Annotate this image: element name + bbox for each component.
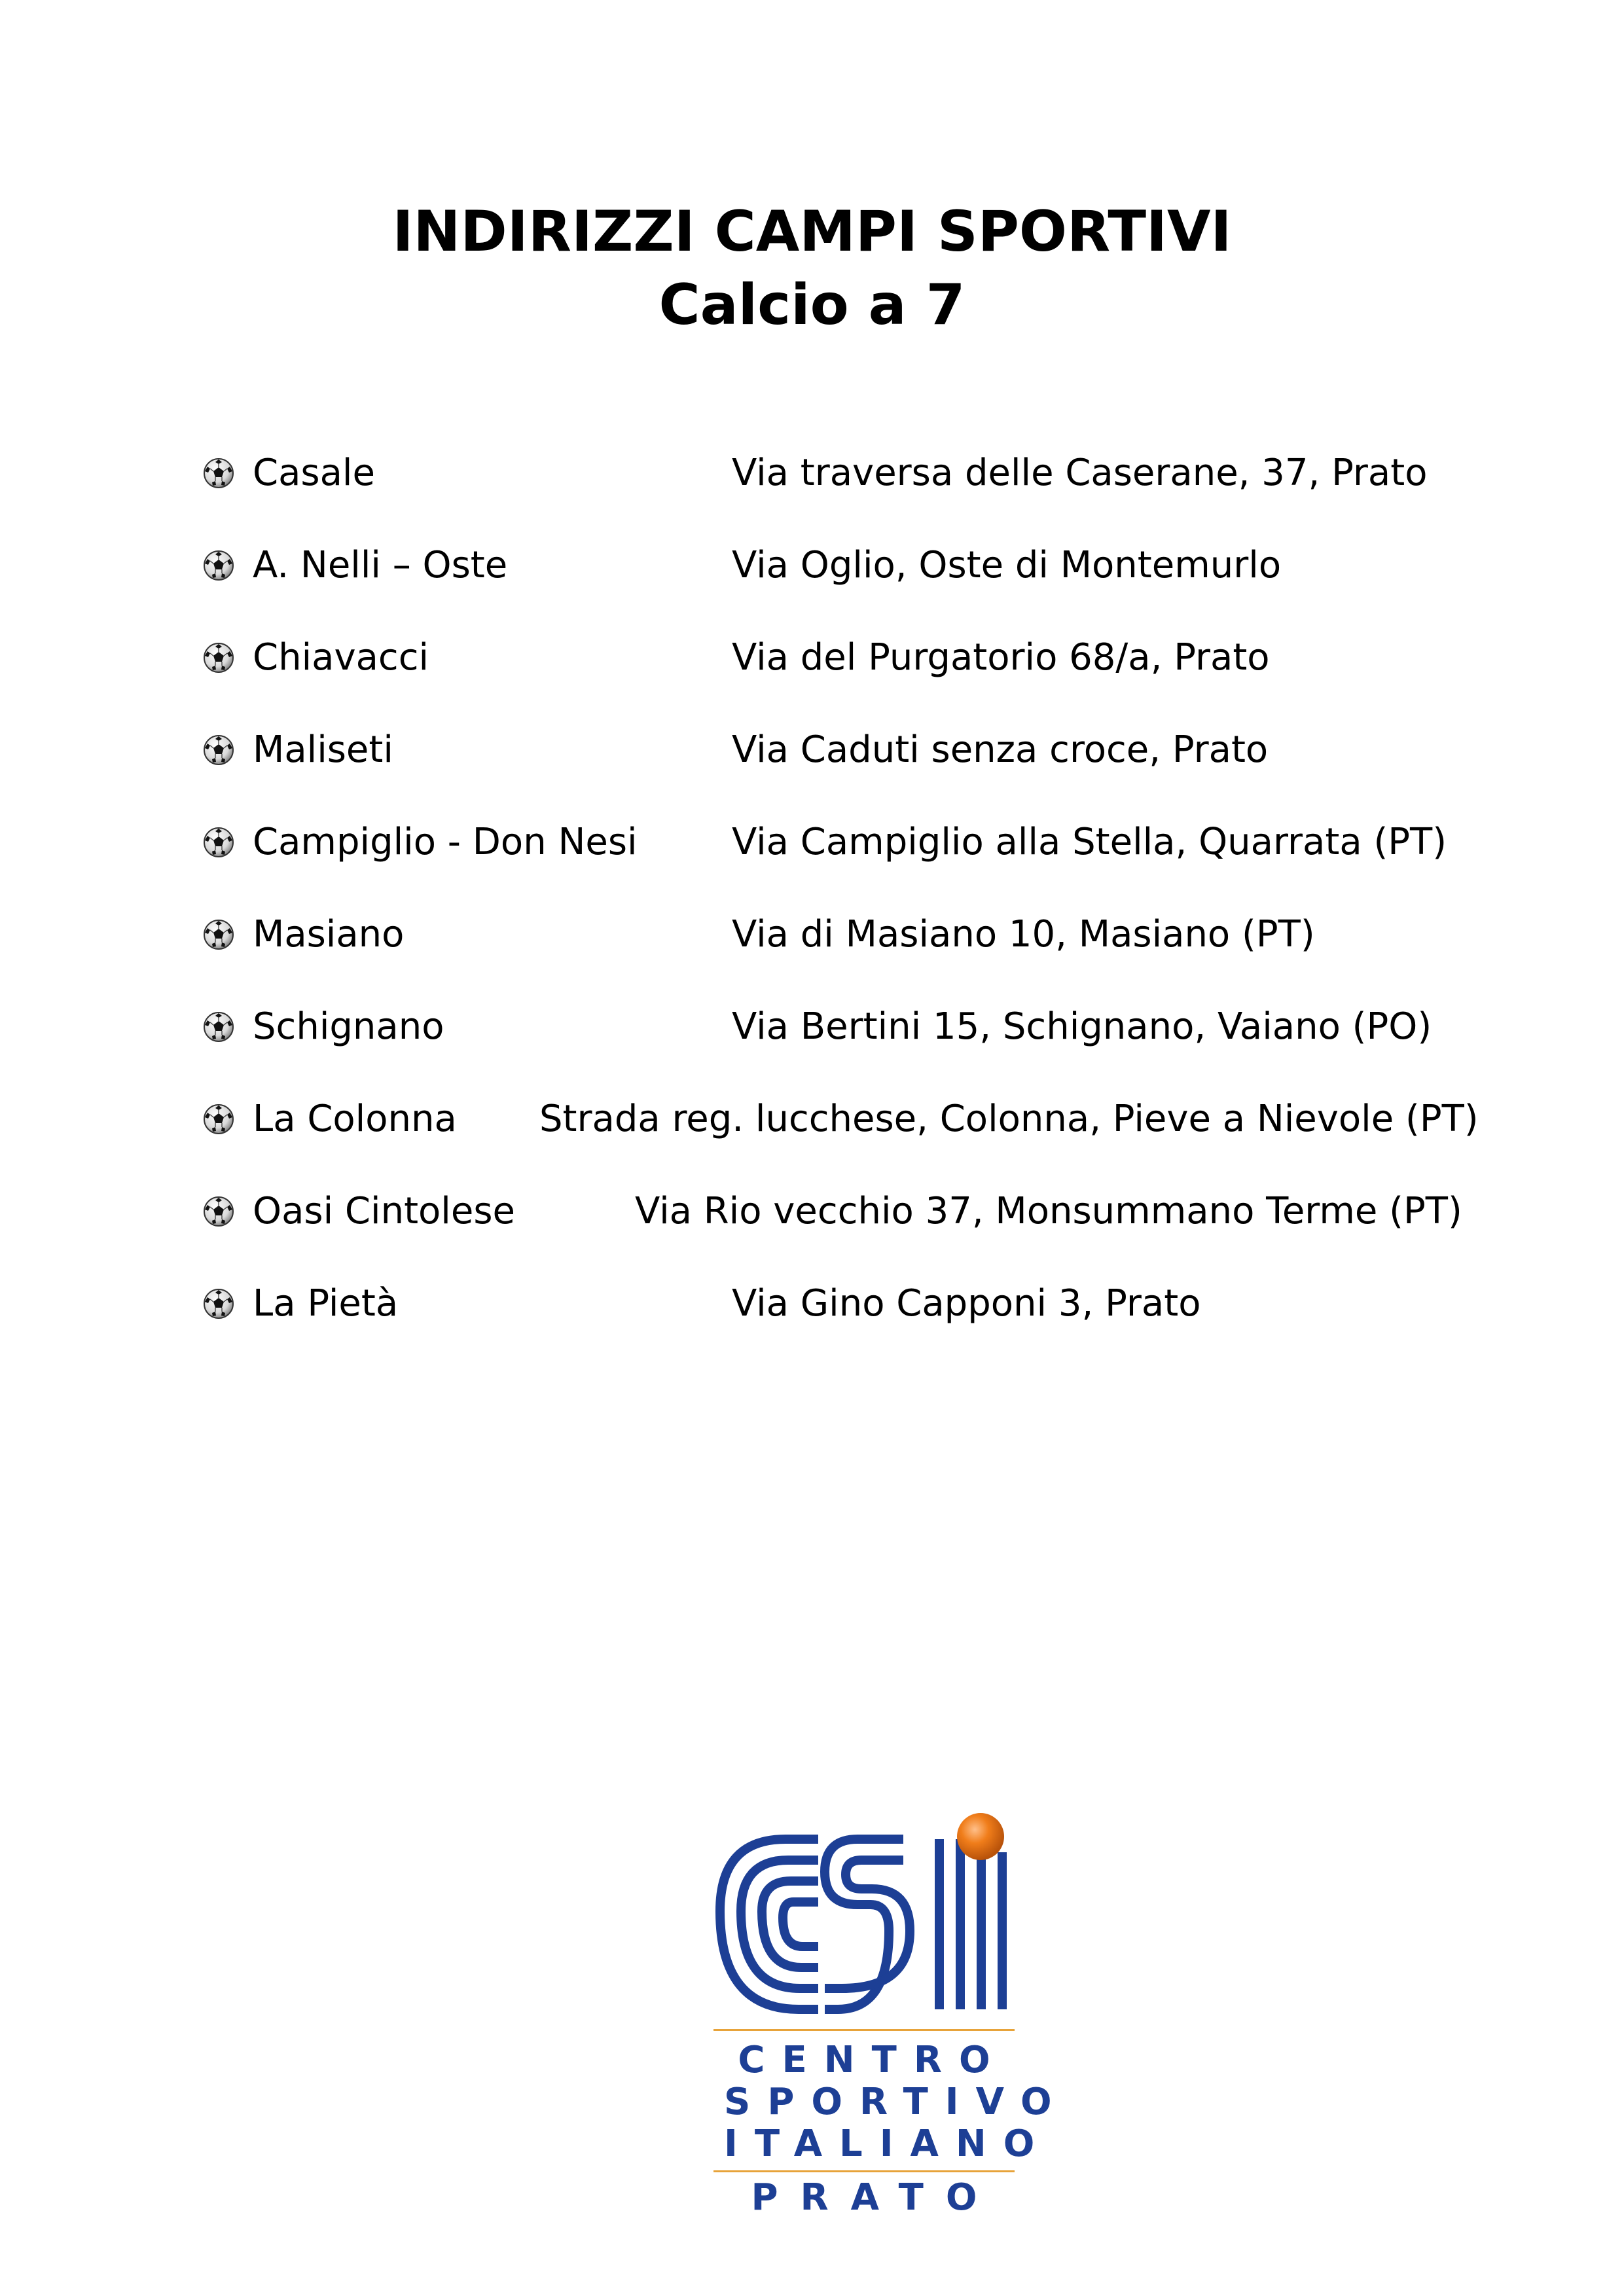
venue-row (0, 447, 1624, 499)
venue-address: Via traversa delle Caserane, 37, Prato (732, 452, 1428, 494)
soccer-ball-icon (203, 1196, 234, 1227)
venue-name: Campiglio - Don Nesi (253, 821, 638, 863)
soccer-ball-icon (203, 457, 234, 489)
logo-text-line3: ITALIANO (724, 2123, 1052, 2165)
venue-name: La Colonna (253, 1098, 457, 1140)
venue-row (0, 1278, 1624, 1330)
soccer-ball-icon (203, 642, 234, 673)
logo-text-line1: CENTRO (738, 2039, 1007, 2081)
venue-address: Via Caduti senza croce, Prato (732, 728, 1269, 771)
venue-name: Oasi Cintolese (253, 1190, 515, 1232)
venue-name: La Pietà (253, 1282, 399, 1325)
venue-address: Via Campiglio alla Stella, Quarrata (PT) (732, 821, 1447, 863)
venue-row (0, 632, 1624, 684)
soccer-ball-icon (203, 827, 234, 858)
venue-address: Via del Purgatorio 68/a, Prato (732, 636, 1270, 679)
soccer-ball-icon (203, 919, 234, 950)
csi-logo (707, 1813, 1069, 2219)
soccer-ball-icon (203, 550, 234, 581)
venue-row (0, 539, 1624, 592)
venue-row (0, 816, 1624, 869)
soccer-ball-icon (203, 1103, 234, 1135)
venue-name: A. Nelli – Oste (253, 544, 508, 586)
soccer-ball-icon (203, 1011, 234, 1043)
logo-divider (713, 2170, 1015, 2172)
page-title: INDIRIZZI CAMPI SPORTIVI (392, 199, 1232, 264)
venue-name: Casale (253, 452, 375, 494)
venue-row (0, 1093, 1624, 1145)
venue-name: Chiavacci (253, 636, 429, 679)
soccer-ball-icon (203, 734, 234, 766)
logo-divider (713, 2029, 1015, 2031)
soccer-ball-icon (203, 1288, 234, 1319)
venue-row (0, 1001, 1624, 1053)
venue-address: Via Bertini 15, Schignano, Vaiano (PO) (732, 1005, 1432, 1048)
venue-row (0, 1185, 1624, 1238)
logo-text-line2: SPORTIVO (724, 2081, 1069, 2123)
venue-address: Via Oglio, Oste di Montemurlo (732, 544, 1282, 586)
csi-logo-mark (707, 1813, 1021, 2022)
venue-row (0, 908, 1624, 961)
venue-address: Via Gino Capponi 3, Prato (732, 1282, 1201, 1325)
venue-name: Maliseti (253, 728, 393, 771)
venue-address: Via Rio vecchio 37, Monsummano Terme (PT) (635, 1190, 1462, 1232)
page-subtitle: Calcio a 7 (659, 272, 965, 338)
venue-address: Strada reg. lucchese, Colonna, Pieve a Nievole (PT) (539, 1098, 1479, 1140)
venue-name: Masiano (253, 913, 405, 956)
venue-name: Schignano (253, 1005, 444, 1048)
logo-text-line4: PRATO (751, 2176, 1000, 2219)
venue-address: Via di Masiano 10, Masiano (PT) (732, 913, 1315, 956)
venue-row (0, 724, 1624, 776)
